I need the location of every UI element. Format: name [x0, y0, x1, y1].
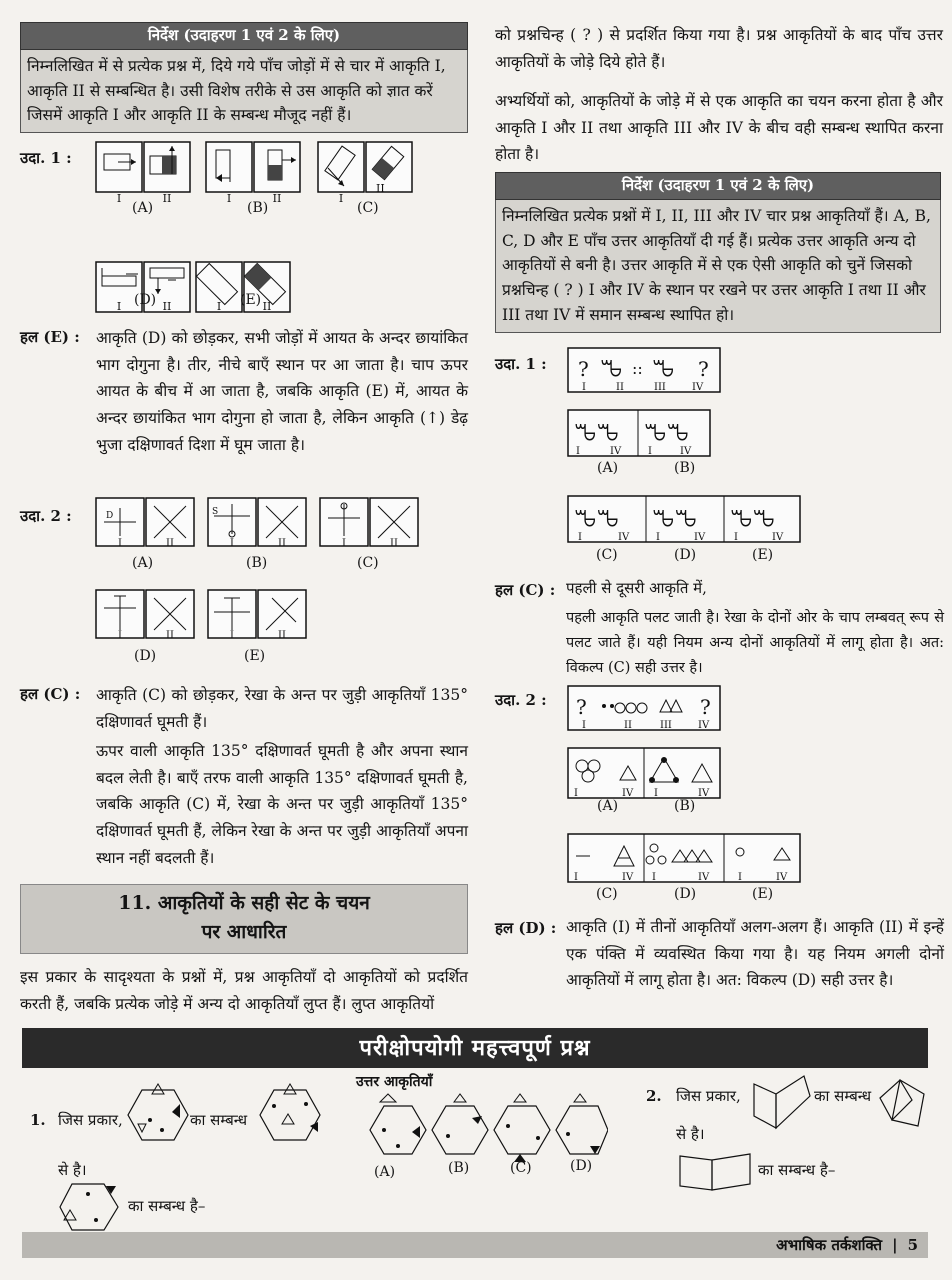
- svg-text:ꘛꘛ: ꘛꘛ: [574, 507, 620, 532]
- q2-se-hai: से है।: [676, 1125, 705, 1143]
- right-ex2-cap-d: (D): [674, 886, 697, 902]
- roman-label: II: [616, 382, 624, 393]
- right-ex1-options-cde: [566, 494, 806, 546]
- left-ex2-option-e: [208, 590, 306, 641]
- svg-text:?: ?: [578, 357, 589, 381]
- q1-answer-cap-c: (C): [510, 1160, 532, 1176]
- roman-label: IV: [610, 446, 622, 457]
- roman-label: I: [578, 532, 582, 543]
- roman-label: IV: [698, 872, 710, 883]
- important-questions-banner: परीक्षोपयोगी महत्त्वपूर्ण प्रश्न: [22, 1028, 928, 1068]
- right-ex1-options-ab: [568, 410, 710, 457]
- right-ex1-label: उदा. 1 :: [495, 355, 547, 373]
- svg-text:?: ?: [700, 695, 711, 719]
- right-intro-2: अभ्यर्थियों को, आकृतियों के जोड़े में से एक आकृति का चयन करना होता है और आकृति I और II तथा आकृति III और IV के बीच वही सम्बन्ध स्थापित करना होता है।: [495, 92, 943, 164]
- left-ex2-option-a: [96, 498, 194, 549]
- left-ex1-label: उदा. 1 :: [20, 149, 72, 167]
- section-11-text: इस प्रकार के सादृश्यता के प्रश्नों में, प्रश्न आकृतियाँ दो आकृतियों को प्रदर्शित करती हैं, जबकि प्रत्येक जोड़े में अन्य दो आकृतियाँ लुप्त हैं। लुप्त आकृतियों: [20, 968, 468, 1013]
- right-ex2-figures: [566, 684, 806, 814]
- left-ex2-cap-d: (D): [134, 648, 157, 664]
- roman-label: III: [654, 382, 666, 393]
- left-ex1-cap-c: (C): [357, 200, 379, 216]
- right-sol2-text: आकृति (I) में तीनों आकृतियाँ अलग-अलग हैं। आकृति (II) में इन्हें एक पंक्ति में व्यवस्थित किया गया है। यह नियम अगली दोनों आकृतियों में लागू होता है। अत: विकल्प (D) सही उत्तर है।: [566, 918, 944, 990]
- q1-figure-3: [58, 1180, 124, 1234]
- roman-label: I: [574, 788, 578, 799]
- roman-label: II: [162, 192, 172, 205]
- svg-text:S: S: [212, 507, 219, 517]
- footer-separator: |: [892, 1236, 898, 1254]
- roman-label: I: [582, 382, 586, 393]
- roman-label: III: [660, 720, 672, 731]
- roman-label: IV: [622, 788, 634, 799]
- right-sol1-label: हल (C) :: [495, 581, 556, 599]
- svg-text:ꘛꘛ: ꘛꘛ: [574, 421, 620, 446]
- left-sol1-label: हल (E) :: [20, 328, 80, 346]
- left-ex2-label: उदा. 2 :: [20, 507, 72, 525]
- q1-figure-1: [126, 1082, 192, 1148]
- answer-figures-label: उत्तर आकृतियाँ: [356, 1074, 433, 1090]
- page-footer: [22, 1232, 928, 1258]
- q1-answer-b: [432, 1094, 488, 1154]
- left-sol1-text: आकृति (D) को छोड़कर, सभी जोड़ों में आयत के अन्दर छायांकित भाग दोगुना है। तीर, नीचे बाएँ स्थान पर आ जाता है। चाप ऊपर आयत के बीच में आ जाता है, जबकि आकृति (E) में, आयत के अन्दर छायांकित भाग दोगुना हो जाता है, लेकिन आकृति (↑) डेढ़ भुजा दक्षिणावर्त दिशा में घूम जाता है।: [96, 329, 468, 454]
- svg-text:?: ?: [698, 357, 709, 381]
- roman-label: I: [654, 788, 658, 799]
- roman-label: I: [118, 630, 122, 641]
- roman-label: IV: [772, 532, 784, 543]
- left-ex2-figures: [92, 494, 472, 664]
- roman-label: IV: [692, 382, 704, 393]
- q2-figure-1: [750, 1072, 814, 1132]
- roman-label: I: [116, 192, 122, 205]
- left-ex1-cap-e: (E): [240, 292, 262, 308]
- left-sol2-text1: आकृति (C) को छोड़कर, रेखा के अन्त पर जुड़ी आकृतियाँ 135° दक्षिणावर्त घूमती हैं।: [96, 686, 468, 731]
- right-ex2-question: [568, 686, 720, 731]
- svg-text:ꘛꘛ: ꘛꘛ: [730, 507, 776, 532]
- right-ex1-figures: [566, 346, 806, 466]
- q2-relation: का सम्बन्ध: [814, 1087, 872, 1105]
- left-ex2-cap-c: (C): [357, 555, 379, 571]
- q2-text: जिस प्रकार,: [676, 1087, 741, 1105]
- right-sol1-text: पहली आकृति पलट जाती है। रेखा के दोनों ओर के चाप लम्बवत् रूप से पलट जाते हैं। यही नियम अन्य दोनों आकृतियों में लागू होता है। अत: विकल्प (C) सही उत्तर है।: [566, 610, 944, 676]
- roman-label: I: [226, 192, 232, 205]
- left-ex2-cap-a: (A): [132, 555, 154, 571]
- roman-label: II: [624, 720, 632, 731]
- svg-text:ꘛ: ꘛ: [600, 357, 623, 382]
- q1-answer-figures: [368, 1092, 608, 1162]
- right-ex2-cap-a: (A): [597, 798, 619, 814]
- svg-text:ꘛ: ꘛ: [652, 357, 675, 382]
- svg-text:ꘛꘛ: ꘛꘛ: [644, 421, 690, 446]
- q1-se-hai: से है।: [58, 1161, 87, 1179]
- roman-label: I: [230, 630, 234, 641]
- roman-label: I: [652, 872, 656, 883]
- roman-label: I: [118, 538, 122, 549]
- q1-answer-cap-b: (B): [448, 1160, 470, 1176]
- roman-label: II: [166, 538, 174, 549]
- roman-label: II: [278, 538, 286, 549]
- footer-book-title: अभाषिक तर्कशक्ति: [776, 1236, 883, 1254]
- roman-label: II: [278, 630, 286, 641]
- roman-label: IV: [776, 872, 788, 883]
- roman-label: II: [272, 192, 282, 205]
- q1-relation-2: का सम्बन्ध है–: [128, 1197, 206, 1215]
- q2-relation-2: का सम्बन्ध है–: [758, 1161, 836, 1179]
- roman-label: I: [582, 720, 586, 731]
- left-ex2-cap-e: (E): [244, 648, 266, 664]
- right-ex2-cap-e: (E): [752, 886, 774, 902]
- svg-text:::: ::: [632, 359, 643, 378]
- left-ex2-option-d: [96, 590, 194, 641]
- right-ex1-cap-a: (A): [597, 460, 619, 476]
- right-ex1-cap-c: (C): [596, 547, 618, 563]
- roman-label: I: [216, 300, 222, 313]
- roman-label: IV: [680, 446, 692, 457]
- right-directions-text: निम्नलिखित प्रत्येक प्रश्नों में I, II, III और IV चार प्रश्न आकृतियाँ हैं। A, B, C, D और E पाँच उत्तर आकृतियाँ दी गई हैं। प्रत्येक उत्तर आकृति अन्य दो आकृतियों से बनी है। उत्तर आकृति में से एक ऐसी आकृति को चुनें जिसको प्रश्नचिन्ह ( ? ) I और IV के स्थान पर रखने पर उत्तर आकृति I तथा II और III तथा IV में समान सम्बन्ध स्थापित हो।: [495, 200, 941, 333]
- roman-label: I: [648, 446, 652, 457]
- right-directions: [495, 172, 941, 333]
- roman-label: II: [166, 630, 174, 641]
- left-ex1-cap-d: (D): [134, 292, 157, 308]
- right-ex2-options-ab: [568, 748, 720, 799]
- roman-label: I: [656, 532, 660, 543]
- left-ex1-option-a: [96, 142, 190, 205]
- roman-label: I: [576, 446, 580, 457]
- roman-label: II: [376, 182, 385, 195]
- roman-label: I: [116, 300, 122, 313]
- q2-number: 2.: [646, 1087, 662, 1105]
- left-ex2-option-b: [208, 498, 306, 549]
- roman-label: I: [738, 872, 742, 883]
- right-ex2-cap-c: (C): [596, 886, 618, 902]
- roman-label: IV: [618, 532, 630, 543]
- svg-text:D: D: [106, 511, 114, 521]
- section-11-title: [20, 884, 468, 954]
- left-sol2-label: हल (C) :: [20, 685, 81, 703]
- q1-relation: का सम्बन्ध: [190, 1111, 248, 1129]
- right-ex1-cap-b: (B): [674, 460, 696, 476]
- roman-label: I: [342, 538, 346, 549]
- roman-label: II: [262, 300, 272, 313]
- q2-figure-3: [676, 1146, 756, 1194]
- roman-label: I: [734, 532, 738, 543]
- q1-figure-2: [258, 1082, 324, 1148]
- right-ex2-options-cde: [566, 832, 806, 886]
- roman-label: I: [574, 872, 578, 883]
- q1-answer-cap-d: (D): [570, 1158, 593, 1174]
- right-ex1-cap-e: (E): [752, 547, 774, 563]
- left-directions-text: निम्नलिखित में से प्रत्येक प्रश्न में, दिये गये पाँच जोड़ों में से चार में आकृति I, आकृति II से सम्बन्धित है। उसी विशेष तरीके से उस आकृति को ज्ञात करें जिसमें आकृति I और आकृति II के सम्बन्ध मौजूद नहीं हैं।: [20, 50, 468, 133]
- right-sol2-label: हल (D) :: [495, 919, 557, 937]
- right-intro-1: को प्रश्नचिन्ह ( ? ) से प्रदर्शित किया गया है। प्रश्न आकृतियों के बाद पाँच उत्तर आकृतियों के जोड़े दिये होते हैं।: [495, 26, 943, 71]
- roman-label: I: [338, 192, 344, 205]
- right-ex1-question: [568, 348, 720, 393]
- left-ex1-cap-a: (A): [132, 200, 154, 216]
- roman-label: IV: [622, 872, 634, 883]
- svg-text:ꘛꘛ: ꘛꘛ: [652, 507, 698, 532]
- q1-answer-cap-a: (A): [374, 1164, 396, 1180]
- section-title-line2: पर आधारित: [201, 921, 287, 944]
- q2-figure-2: [878, 1068, 936, 1132]
- right-sol1-line1: पहली से दूसरी आकृति में,: [566, 579, 707, 597]
- right-ex1-cap-d: (D): [674, 547, 697, 563]
- roman-label: I: [230, 538, 234, 549]
- svg-text:?: ?: [576, 695, 587, 719]
- roman-label: II: [162, 300, 172, 313]
- left-ex1-option-b: [206, 142, 300, 205]
- left-ex1-cap-b: (B): [247, 200, 269, 216]
- left-ex1-option-c: [318, 142, 412, 205]
- q1-number: 1.: [30, 1111, 46, 1129]
- roman-label: II: [390, 538, 398, 549]
- q1-answer-d: [556, 1094, 608, 1154]
- roman-label: IV: [698, 720, 710, 731]
- left-ex2-option-c: [320, 498, 418, 549]
- q1-answer-c: [494, 1094, 550, 1162]
- section-title-line1: 11. आकृतियों के सही सेट के चयन: [118, 892, 370, 914]
- left-directions-banner: निर्देश (उदाहरण 1 एवं 2 के लिए): [20, 22, 468, 50]
- right-directions-banner: निर्देश (उदाहरण 1 एवं 2 के लिए): [495, 172, 941, 200]
- roman-label: IV: [698, 788, 710, 799]
- q1-text: जिस प्रकार,: [58, 1111, 123, 1129]
- left-ex2-cap-b: (B): [246, 555, 268, 571]
- left-column: [20, 22, 468, 133]
- right-ex2-label: उदा. 2 :: [495, 691, 547, 709]
- footer-page-number: 5: [907, 1236, 918, 1254]
- q1-answer-a: [370, 1094, 426, 1154]
- left-sol2-text2: ऊपर वाली आकृति 135° दक्षिणावर्त घूमती है और अपना स्थान बदल लेती है। बाएँ तरफ वाली आकृति 135° दक्षिणावर्त घूमती है, जबकि आकृति (C) में, रेखा के अन्त पर जुड़ी आकृतियाँ 135° दक्षिणावर्त घूमती हैं, लेकिन रेखा के अन्त पर जुड़ी आकृतियाँ अपना स्थान नहीं बदलती हैं।: [96, 742, 468, 867]
- roman-label: IV: [694, 532, 706, 543]
- right-ex2-cap-b: (B): [674, 798, 696, 814]
